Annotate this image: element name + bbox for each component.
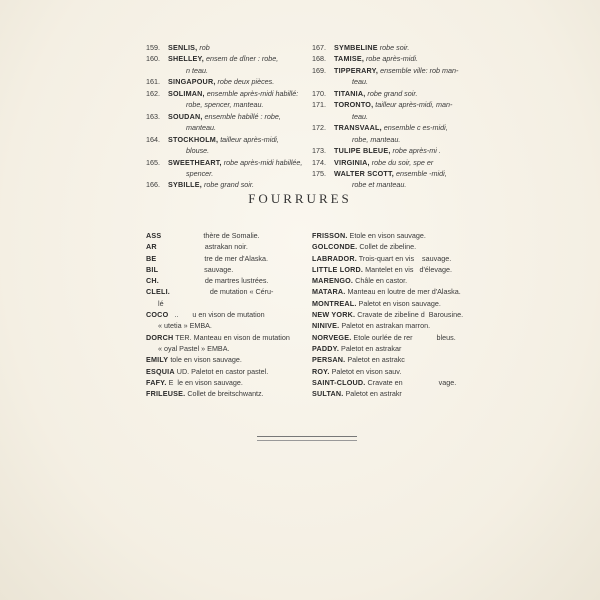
entry-number: 160. [146,54,160,64]
fur-description: tre de mer d'Alaska. [158,253,269,263]
fur-entry [146,230,306,241]
fur-name: CH. [146,276,159,286]
model-description: robe deux pièces. [217,77,275,87]
description-continuation: manteau. [186,123,216,133]
fur-description: Trois-quart en vis sauvage. [358,253,452,263]
fur-description: Paletot en astrakr [345,389,402,399]
fur-entry [312,253,477,264]
entry-number: 174. [312,157,326,167]
fur-description: de martres lustrées. [160,276,269,286]
model-name: SYBILLE, [168,180,202,190]
model-description: ensemble -midi, [395,168,447,178]
fur-name: ESQUIA [146,366,175,376]
fur-description: Paletot en astrakar [341,343,402,353]
fur-name: MATARA. [312,287,346,297]
fur-entry [312,275,477,286]
model-name: TAMISE, [334,54,365,64]
fur-description: E le en vison sauvage. [168,377,243,387]
fur-entry [312,366,477,377]
furs-list-left [146,230,306,399]
model-description: ensemble habillé : robe, [204,111,281,121]
model-entry [312,168,474,179]
fur-name: MARENGO. [312,276,354,286]
fur-name: FRILEUSE. [146,389,186,399]
description-continuation: teau. [352,111,368,121]
entry-number: 171. [312,100,326,110]
description-continuation: « oyal Pastel » EMBA. [158,343,230,353]
entry-number: 165. [146,157,160,167]
model-name: TULIPE BLEUE, [334,146,391,156]
entry-number: 167. [312,43,326,52]
model-name: SINGAPOUR, [168,77,216,87]
model-entry [312,157,474,168]
fur-name: BIL [146,264,159,274]
model-description: robe du soir, spe er [371,157,434,167]
fur-description: Mantelet en vis d'élevage. [365,264,452,274]
fur-entry [312,343,477,354]
entry-number: 164. [146,134,160,144]
model-name: STOCKHOLM, [168,134,219,144]
fur-description: astrakan noir. [158,242,248,252]
fur-name: PERSAN. [312,355,346,365]
fur-description: de mutation « Céru- [171,287,274,297]
entry-number: 169. [312,65,326,75]
description-continuation: spencer. [186,168,214,178]
fur-description: Paletot en vison sauvage. [358,298,441,308]
entry-number: 166. [146,180,160,190]
fur-name: PADDY. [312,343,340,353]
model-description: ensemble après-midi habillé: [206,88,299,98]
fur-entry [146,275,306,286]
fur-name: NEW YORK. [312,310,356,320]
fur-description: Etole en vison sauvage. [349,231,426,240]
description-continuation: robe et manteau. [352,180,407,190]
model-entry [146,76,304,87]
fur-description: TER. Manteau en vison de mutation [175,332,290,342]
model-description: tailleur après-midi, man- [375,100,453,110]
fur-description: Cravate en vage. [367,377,457,387]
fur-entry [146,377,306,388]
fur-entry [146,388,306,399]
fur-entry [312,377,477,388]
model-description: robe après-mi . [392,146,441,156]
model-description: ensem de dîner : robe, [205,54,279,64]
description-continuation: lé [158,298,164,308]
fur-name: COCO [146,310,169,320]
model-description: ensemble c es-midi, [383,123,448,133]
fur-description: UD. Paletot en castor pastel. [176,366,269,376]
fur-name: DORCH [146,332,174,342]
model-entry [146,111,304,122]
entry-number: 159. [146,43,160,52]
entry-number: 170. [312,88,326,98]
model-entry [312,53,474,64]
fur-name: EMILY [146,355,169,365]
fur-description: Collet de zibeline. [359,242,417,252]
model-entry [312,42,474,53]
model-name: SYMBELINE [334,43,378,52]
fur-description: sauvage. [160,264,234,274]
furs-list-right [312,230,477,399]
model-description: robe après-midi. [366,54,418,64]
fur-entry [312,332,477,343]
model-description: ensemble ville: rob man- [380,65,459,75]
fur-description: Châle en castor. [355,276,408,286]
fur-name: FAFY. [146,377,167,387]
fur-description: Collet de breitschwantz. [187,389,264,399]
entry-number: 161. [146,77,160,87]
description-continuation: blouse. [186,146,210,156]
model-name: TORONTO, [334,100,374,110]
fur-name: NORVEGE. [312,332,352,342]
entry-number: 175. [312,168,326,178]
fur-name: MONTREAL. [312,298,357,308]
fur-entry [146,309,306,320]
model-name: TITANIA, [334,88,366,98]
model-entry [146,157,304,168]
fur-entry [312,298,477,309]
fur-description: Etole ourlée de rer bleus. [353,332,456,342]
model-description: robe soir. [379,43,410,52]
models-list-right [312,42,474,191]
model-description: robe après-midi habillée, [223,157,303,167]
fur-entry [146,253,306,264]
fur-entry [312,320,477,331]
separator-rule [257,436,357,441]
model-entry [312,145,474,156]
model-entry [312,122,474,133]
model-name: SOUDAN, [168,111,203,121]
description-continuation: n teau. [186,65,208,75]
model-name: TRANSVAAL, [334,123,382,133]
fur-entry [312,230,477,241]
fur-name: NINIVE. [312,321,340,331]
fur-name: BE [146,253,157,263]
fur-entry [146,286,306,297]
description-continuation: « utetia » EMBA. [158,321,212,331]
description-continuation: robe, spencer, manteau. [186,100,264,110]
fur-entry [312,241,477,252]
fur-description: Paletot en astrakan marron. [341,321,431,331]
fur-name: GOLCONDE. [312,242,358,252]
fur-name: SULTAN. [312,389,344,399]
fur-entry [146,264,306,275]
models-list-left [146,42,304,191]
section-title-fourrures: FOURRURES [248,191,352,206]
fur-entry [146,354,306,365]
model-entry [146,179,304,190]
model-name: SWEETHEART, [168,157,222,167]
fur-entry [146,366,306,377]
model-entry [312,65,474,76]
fur-name: AR [146,242,157,252]
fur-name: SAINT-CLOUD. [312,377,366,387]
fur-entry [312,354,477,365]
model-entry [146,134,304,145]
model-name: SHELLEY, [168,54,204,64]
fur-description: Cravate de zibeline d Barousine. [357,310,464,320]
model-description: tailleur après-midi, [220,134,279,144]
model-entry [312,99,474,110]
entry-number: 163. [146,111,160,121]
model-description: rob [199,43,210,52]
entry-number: 173. [312,146,326,156]
fur-name: FRISSON. [312,231,348,240]
fur-name: LITTLE LORD. [312,264,364,274]
description-continuation: teau. [352,77,368,87]
entry-number: 162. [146,88,160,98]
fur-name: ASS [146,231,162,240]
fur-entry [312,264,477,275]
model-name: SOLIMAN, [168,88,205,98]
model-name: WALTER SCOTT, [334,168,394,178]
fur-description: tole en vison sauvage. [170,355,242,365]
fur-entry [312,309,477,320]
description-continuation: robe, manteau. [352,134,401,144]
entry-number: 168. [312,54,326,64]
fur-entry [146,241,306,252]
model-name: TIPPERARY, [334,65,379,75]
model-entry [312,88,474,99]
fur-description: Paletot en vison sauv. [331,366,402,376]
model-description: robe grand soir. [203,180,255,190]
entry-number: 172. [312,123,326,133]
model-entry [146,42,304,53]
fur-entry [312,388,477,399]
fur-entry [146,332,306,343]
fur-name: LABRADOR. [312,253,357,263]
fur-description: Manteau en loutre de mer d'Alaska. [347,287,461,297]
fur-description: thère de Somalie. [163,231,260,240]
fur-name: CLELI. [146,287,170,297]
model-entry [146,53,304,64]
model-description: robe grand soir. [367,88,418,98]
fur-entry [312,286,477,297]
fur-name: ROY. [312,366,330,376]
model-entry [146,88,304,99]
fur-description: Paletot en astrakc [347,355,405,365]
model-name: VIRGINIA, [334,157,370,167]
model-name: SENLIS, [168,43,198,52]
fur-description: .. u en vison de mutation [170,310,265,320]
